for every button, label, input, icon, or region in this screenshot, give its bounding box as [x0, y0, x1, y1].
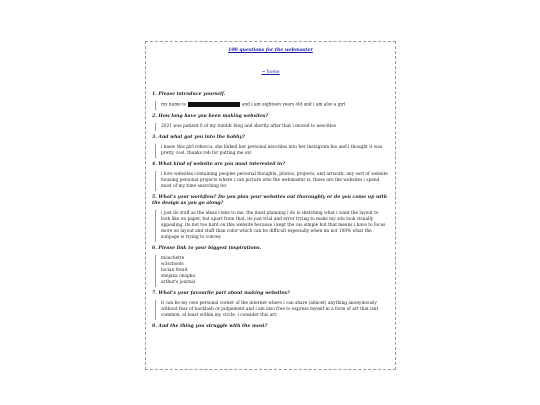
inspiration-link[interactable]: snejana onopka: [161, 273, 195, 279]
answer-5: i just do stuff as the ideas come to me. the most planning i do is sketching what i want the layout to look like on paper, but apart from that, its just trial and error trying to make my site look visually appealing. its not too hard on this website because i kept the css simple but that means i have to focus more on layout and stuff than color which can be difficult especially when im not 100% what the subpage is trying to convey: [155, 210, 389, 242]
redacted-name-bar: [188, 102, 240, 107]
content-frame: [145, 41, 396, 370]
inspiration-link[interactable]: lucian freud: [161, 267, 188, 273]
answer-3: i knew this girl rebecca. she linked her personal neocities into her instagram bio and i thought it was pretty cool. thanks reb for putting me on!: [155, 144, 389, 158]
inspiration-link[interactable]: mouchette: [161, 255, 185, 261]
answer-1-suffix: and i am eighteen years old and i am also a girl: [241, 102, 346, 108]
question-7: 7. What's your favourite part about making websites?: [152, 290, 290, 296]
home-link[interactable]: ~ home: [261, 70, 280, 75]
question-2: 2. How long have you been making websites?: [152, 113, 269, 119]
answer-4: i love websites containing peoples personal thoughts, photos, projects, and artwork. any sort of website housing personal projects where i can picture who the webmaster is, those are the websites i spend most of my time searching for: [155, 171, 389, 191]
inspiration-link[interactable]: arthur's journal: [161, 279, 196, 285]
content-inner: [146, 42, 395, 330]
question-8: 8. And the thing you struggle with the most?: [152, 323, 268, 329]
question-4: 4. What kind of website are you most interested in?: [152, 161, 285, 167]
page-title-link[interactable]: 100 questions for the webmaster: [228, 48, 313, 53]
answer-7: it can be my own personal corner of the internet where i can share (almost) anything anonymously without fear of backlash or judgement and i am also free to express myself in a form of art that isnt common, at least within my circle. i consider this art.: [155, 300, 389, 320]
question-1: 1. Please introduce yourself.: [152, 92, 226, 97]
question-6: 6. Please link to your biggest inspirations.: [152, 245, 262, 251]
answer-1-prefix: my name is: [161, 102, 186, 108]
answer-1: [155, 101, 389, 110]
answer-2: 2021 was patient 0 of my tumblr blog and shortly after that i moved to neocities: [155, 123, 389, 131]
answer-6-links: [155, 255, 389, 287]
inspiration-link[interactable]: w3schools: [161, 261, 184, 267]
question-5: 5. What's your workflow? Do you plan your websites out thoroughly or do you come up with the design as you go along?: [152, 194, 388, 206]
question-3: 3. And what got you into the hobby?: [152, 134, 245, 140]
